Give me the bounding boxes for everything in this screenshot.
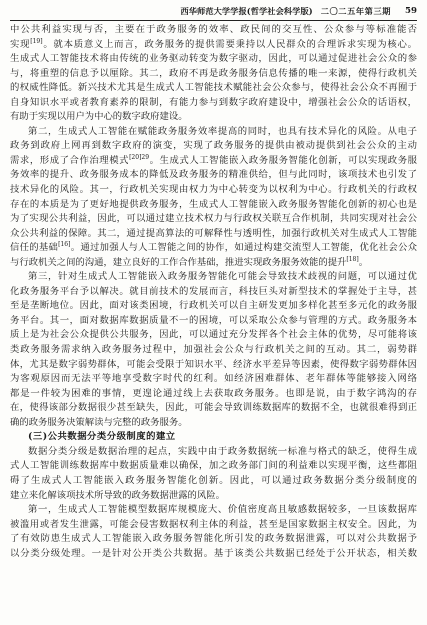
text-line (10, 299, 417, 314)
line-text: 。就本质意义上而言，政务服务的提供需要秉持以人民群众的合理诉求实现为核心。 (42, 38, 417, 50)
paragraph (10, 445, 417, 503)
text-line (10, 23, 417, 38)
text-line (10, 401, 417, 416)
line-text: 第一，生成式人工智能模型数据库规模庞大、价值密度高且敏感数据较多，一旦该数据库 (28, 504, 417, 516)
text-line (10, 183, 417, 198)
text-line (10, 372, 417, 387)
line-text: 。 (358, 256, 369, 268)
line-text: 务效率的提升、政务服务成本的降低及政务服务的精准供给，但与此同时，该项技术也引发了 (10, 169, 417, 181)
text-line (10, 343, 417, 358)
issue-label: 二〇二五年第三期 (320, 5, 392, 16)
text-line (10, 256, 417, 271)
text-line (10, 241, 417, 256)
line-text: 了有效防患生成式人工智能嵌入政务服务智能化所引发的政务数据泄露，可以对公共数据予 (10, 533, 417, 545)
line-text: 信任的基础 (10, 242, 59, 254)
line-text: 自身知识水平或者教育素养的限制，有能力参与到数字政府建设中，增强社会公众的话语权， (10, 96, 417, 108)
text-line (10, 532, 417, 547)
line-text: 实现 (10, 38, 31, 50)
text-line (10, 125, 417, 140)
line-text: 式人工智能训练数据库中数据质量难以确保，加之政务部门间的利益难以实现平衡，这些都阻 (10, 460, 417, 472)
line-text: 有助于实现以用户为中心的数字政府建设。 (10, 111, 188, 123)
line-text: 中公共利益实现与否，主要在于政务服务的效率、政民间的交互性、公众参与等标准能否 (10, 24, 417, 35)
paragraph (10, 503, 417, 561)
line-text: 碍了生成式人工智能嵌入政务服务智能化创新。因此，可以通过政务数据分类分级制度的 (10, 474, 417, 486)
text-line (10, 547, 417, 562)
text-line (10, 96, 417, 111)
line-text: 。生成式人工智能嵌入政务服务智能化创新，可以实现政务服 (149, 154, 417, 166)
line-text: 第二，生成式人工智能在赋能政务服务效率提高的同时，也具有技术异化的风险。从电子 (28, 125, 417, 137)
text-line (10, 212, 417, 227)
line-text: 生成式人工智能技术将由传统的业务驱动转变为数字驱动，因此，可以通过促进社会公众的参 (10, 53, 417, 65)
line-text: 务平台。其一，面对数据库数据质量不一的困境，可以采取公众参与管理的方式。政务服务本 (10, 314, 417, 326)
text-line (10, 154, 417, 169)
paragraph (10, 125, 417, 270)
line-text: 在，使得该部分数据很少甚至缺失，因此，可能会导致训练数据库的数据不全，也就很难得到正 (10, 402, 417, 414)
citation-marker: [20]29 (129, 153, 150, 161)
citation-marker: [18] (346, 255, 359, 263)
line-text: 为了实现公共利益，因此，可以通过建立技术权力与行政权关联互合作机制，共同实现对社会公 (10, 213, 417, 225)
line-text: 为客观原因而无法平等地享受数字时代的红利。如经济困难群体、老年群体等能够接入网络 (10, 373, 417, 385)
text-line (10, 168, 417, 183)
text-line (10, 285, 417, 300)
paragraph (10, 23, 417, 125)
text-line (10, 52, 417, 67)
text-line (10, 139, 417, 154)
text-line (10, 489, 417, 504)
running-header (10, 4, 417, 18)
text-line (10, 459, 417, 474)
text-line (10, 314, 417, 329)
text-line (10, 387, 417, 402)
line-text: 技术异化的风险。其一，行政机关实现由权力为中心转变为以权利为中心。行政机关的行政权 (10, 184, 417, 196)
line-text: 第三，针对生成式人工智能嵌入政务服务智能化可能会导致技术歧视的问题，可以通过优 (28, 271, 417, 283)
text-line (10, 445, 417, 460)
text-line (10, 518, 417, 533)
text-line (10, 81, 417, 96)
line-text: 都是一件较为困难的事情，更遑论通过线上去获取政务服务。也即是说，由于数字鸿沟的存 (10, 387, 417, 399)
text-line (10, 503, 417, 518)
section-heading: (三)公共数据分类分级制度的建立 (28, 431, 176, 443)
line-text: 确的政务服务决策解读与完整的政务服务。 (10, 416, 188, 428)
line-text: 至是垄断地位。因此，面对该类困境，行政机关可以自主研发更加多样化甚至多元化的政务服 (10, 300, 417, 312)
line-text: 质上是为社会公众提供公共服务，因此，可以通过充分发挥各个社会主体的优势，尽可能将该 (10, 329, 417, 341)
text-line (10, 328, 417, 343)
line-text: 数据分类分级是数据治理的起点，实践中由于政务数据统一标准与格式的缺乏，使得生成 (28, 445, 417, 457)
text-line (10, 110, 417, 125)
line-text: 以分类分级处理。一是针对公开类公共数据。基于该类公共数据已经处于公开状态，相关数 (10, 547, 417, 559)
header-rule (10, 20, 417, 21)
text-line (10, 416, 417, 431)
line-text: 类政务服务需求纳入政务服务过程中，加强社会公众与行政机关之间的互动。其二，弱势群 (10, 344, 417, 356)
text-line (10, 38, 417, 53)
article-body (10, 23, 417, 561)
line-text: 体，尤其是数字弱势群体，可能会受限于知识水平、经济水平差异等因素，使得数字弱势群体因 (10, 358, 417, 370)
journal-title: 西华师范大学学报(哲学社会科学版) (180, 5, 313, 16)
text-line (10, 198, 417, 213)
line-text: 存在的本质是为了更好地提供政务服务，生成式人工智能嵌入政务服务智能化创新的初心也是 (10, 198, 417, 210)
page-number: 59 (405, 6, 417, 16)
line-text: 被滥用或者发生泄露，可能会侵害数据权利主体的利益，甚至是国家数据主权安全。因此，为 (10, 518, 417, 530)
line-text: 众公共利益的保障。其二，通过提高算法的可解释性与透明性，加强行政机关对生成式人工智能 (10, 227, 417, 239)
line-text: 需求，形成了合作治理模式 (10, 154, 130, 166)
line-text: 化政务服务平台予以解决。就目前技术的发展而言，科技巨头对新型技术的掌握处于主导，甚 (10, 285, 417, 297)
line-text: 建立来化解该项技术所导致的政务数据泄露的风险。 (10, 489, 225, 501)
text-line (10, 270, 417, 285)
citation-marker: [19] (30, 37, 43, 45)
text-line (10, 227, 417, 242)
line-text: 的权威性降低。新兴技术尤其是生成式人工智能技术赋能社会公众参与，使得社会公众不再囿于 (10, 82, 417, 94)
line-text: 政务到政府上网再到数字政府的演变，实现了政务服务的提供由被动提供到社会公众的主动 (10, 140, 417, 152)
text-line (10, 67, 417, 82)
text-line (10, 474, 417, 489)
line-text: 与行政机关之间的沟通，建立良好的工作合作基础，推进实现政务服务效能的提升 (10, 256, 347, 268)
paragraph (10, 270, 417, 430)
line-text: 与，将重塑的信息予以厘除。其二，政府不再是政务服务信息传播的唯一来源，使得行政机关 (10, 67, 417, 79)
line-text: 。通过加强人与人工智能之间的协作，如通过构建交流型人工智能，优化社会公众 (70, 242, 417, 254)
text-line (10, 358, 417, 373)
citation-marker: [16] (58, 241, 71, 249)
